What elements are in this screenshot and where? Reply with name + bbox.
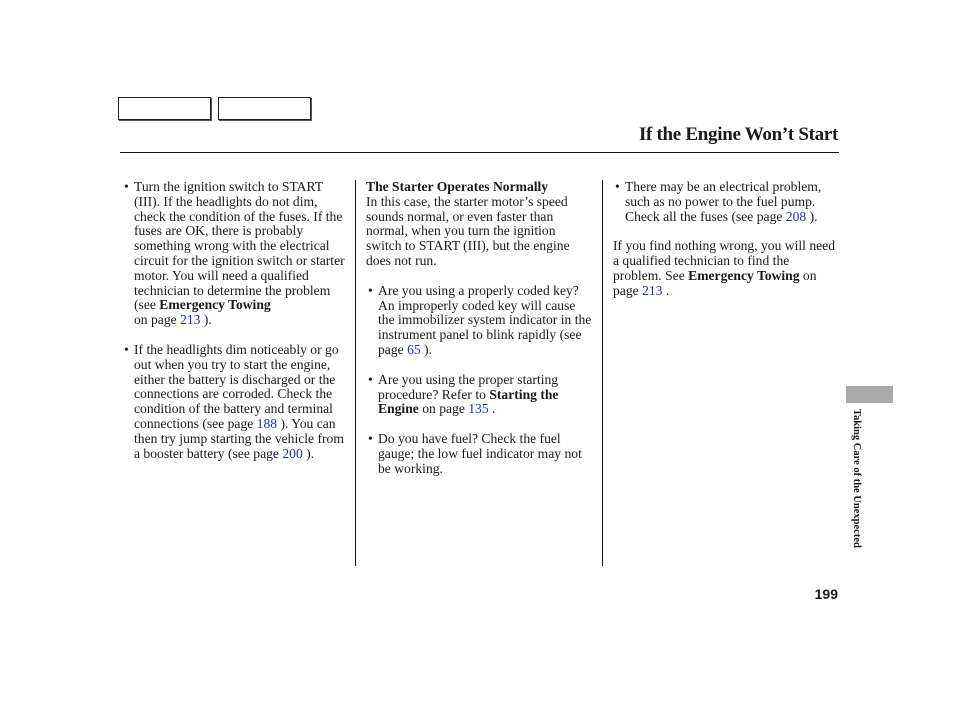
section (366, 180, 592, 269)
list-item (122, 180, 348, 328)
cross-reference-title: Emergency Towing (159, 297, 271, 313)
column-3 (613, 180, 835, 314)
bullet-marker: • (124, 179, 129, 194)
column-2 (366, 180, 592, 492)
paragraph-tail: . (662, 282, 670, 298)
bullet-marker: • (615, 179, 620, 194)
page-link-213[interactable]: 213 (180, 312, 201, 328)
page-link-65[interactable]: 65 (407, 341, 421, 357)
list-item (122, 343, 348, 461)
next-page-button[interactable] (218, 97, 311, 120)
column-divider-1 (355, 180, 356, 566)
previous-page-button[interactable] (118, 97, 211, 120)
cross-reference-text: on page (613, 267, 817, 298)
bullet-tail: ). (200, 312, 212, 328)
page-title: If the Engine Won’t Start (638, 124, 838, 145)
bullet-text: Turn the ignition switch to START (III). If the headlights do not dim, check the condition of the fuses. If the fuses are OK, there is probably something wrong with the electrical circuit for the ignition switch or starter motor. You will need a qualified technician to determine the problem (see (134, 179, 345, 313)
section-label: Taking Care of the Unexpected (851, 409, 862, 548)
list-item (366, 373, 592, 417)
bullet-tail: ). (806, 208, 818, 224)
list-item (366, 432, 592, 476)
bullet-text: Do you have fuel? Check the fuel gauge; the low fuel indicator may not be working. (378, 431, 582, 476)
page-link-208[interactable]: 208 (785, 208, 807, 224)
cross-reference-title: Starting the Engine (378, 386, 559, 417)
bullet-text: ). You can then try jump starting the vehicle from a booster battery (see page (134, 415, 344, 461)
page-link-200[interactable]: 200 (282, 445, 303, 461)
title-divider (120, 152, 839, 153)
section-intro: In this case, the starter motor’s speed sounds normal, or even faster than normal, when you turn the ignition switch to START (III), but the engine does not run. (366, 193, 570, 268)
page-link-135[interactable]: 135 (468, 401, 489, 417)
list-item (366, 284, 592, 358)
cross-reference-title: Emergency Towing (688, 267, 800, 283)
page-link-188[interactable]: 188 (256, 415, 278, 431)
page-link-213[interactable]: 213 (642, 282, 663, 298)
bullet-marker: • (368, 431, 373, 447)
page-number: 199 (814, 586, 838, 602)
section-tab (846, 386, 893, 403)
column-divider-2 (602, 180, 603, 566)
list-item (613, 180, 835, 224)
paragraph-text: If you find nothing wrong, you will need a qualified technician to find the problem. See (613, 238, 836, 283)
bullet-tail: ). (420, 341, 432, 357)
bullet-text: Are you using the proper starting procedure? Refer to (378, 371, 559, 402)
bullet-marker: • (368, 282, 373, 298)
column-1 (122, 180, 348, 476)
cross-reference-text: on page (134, 312, 181, 328)
cross-reference-text: on page (418, 401, 469, 417)
bullet-text: There may be an electrical problem, such as no power to the fuel pump. Check all the fuses (see page (625, 179, 822, 224)
bullet-marker: • (124, 341, 129, 357)
bullet-text: Are you using a properly coded key? An improperly coded key will cause the immobilizer system indicator in the instrument panel to blink rapidly (see page (378, 282, 592, 357)
bullet-marker: • (368, 371, 373, 387)
paragraph (613, 239, 835, 298)
bullet-tail: ). (302, 445, 315, 461)
bullet-text: If the headlights dim noticeably or go out when you try to start the engine, either the battery is discharged or the connections are corroded. Check the condition of the battery and terminal connections (see page (134, 341, 339, 431)
section-heading: The Starter Operates Normally (366, 179, 549, 194)
bullet-tail: . (488, 401, 496, 417)
